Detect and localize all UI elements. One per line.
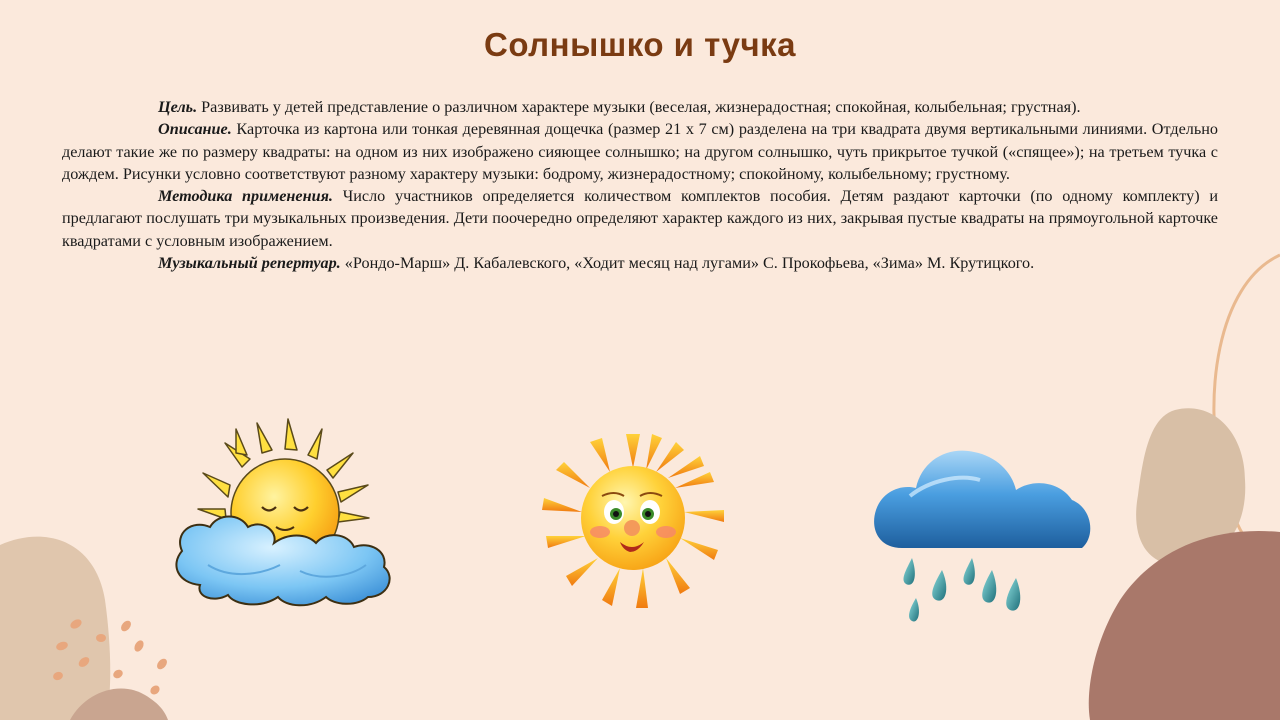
slide-title: Солнышко и тучка xyxy=(484,26,796,63)
paragraph-lead: Методика применения. xyxy=(158,187,333,206)
rain-cloud-icon xyxy=(870,438,1095,633)
paragraph-lead: Описание. xyxy=(158,120,232,139)
paragraph-method xyxy=(62,185,1218,252)
paragraph-goal xyxy=(62,96,1218,118)
paragraph-body: Развивать у детей представление о различном характере музыки (веселая, жизнерадостная; спокойная, колыбельная; грустная). xyxy=(197,98,1081,116)
paragraph-lead: Цель. xyxy=(158,98,198,116)
paragraph-description xyxy=(62,118,1218,185)
paragraph-body: «Рондо-Марш» Д. Кабалевского, «Ходит месяц над лугами» С. Прокофьева, «Зима» М. Крутицкого. xyxy=(340,254,1035,273)
paragraph-body: Карточка из картона или тонкая деревянная дощечка (размер 21 х 7 см) разделена на три квадрата двумя вертикальными линиями. Отдельно делают такие же по размеру квадраты: на одном из них изображено сияющее солнышко; на другом солнышко, чуть прикрытое тучкой («спящее»); на третьем тучка с дождем. Рисунки условно соответствуют разному характеру музыки: бодрому, жизнерадостному; спокойному, колыбельному; грустному. xyxy=(62,120,1218,183)
description-text xyxy=(62,96,1218,274)
paragraph-body: Число участников определяется количеством комплектов пособия. Детям раздают карточки (по одному комплекту) и предлагают послушать три музыкальных произведения. Дети поочередно определяют характер каждого из них, закрывая пустые квадраты на прямоугольной карточке квадратами с условным изображением. xyxy=(62,187,1219,250)
paragraph-repertoire xyxy=(62,252,1218,274)
smiling-sun-icon xyxy=(528,428,738,623)
paragraph-lead: Музыкальный репертуар. xyxy=(158,254,341,273)
sleeping-sun-in-cloud-icon xyxy=(170,415,400,610)
